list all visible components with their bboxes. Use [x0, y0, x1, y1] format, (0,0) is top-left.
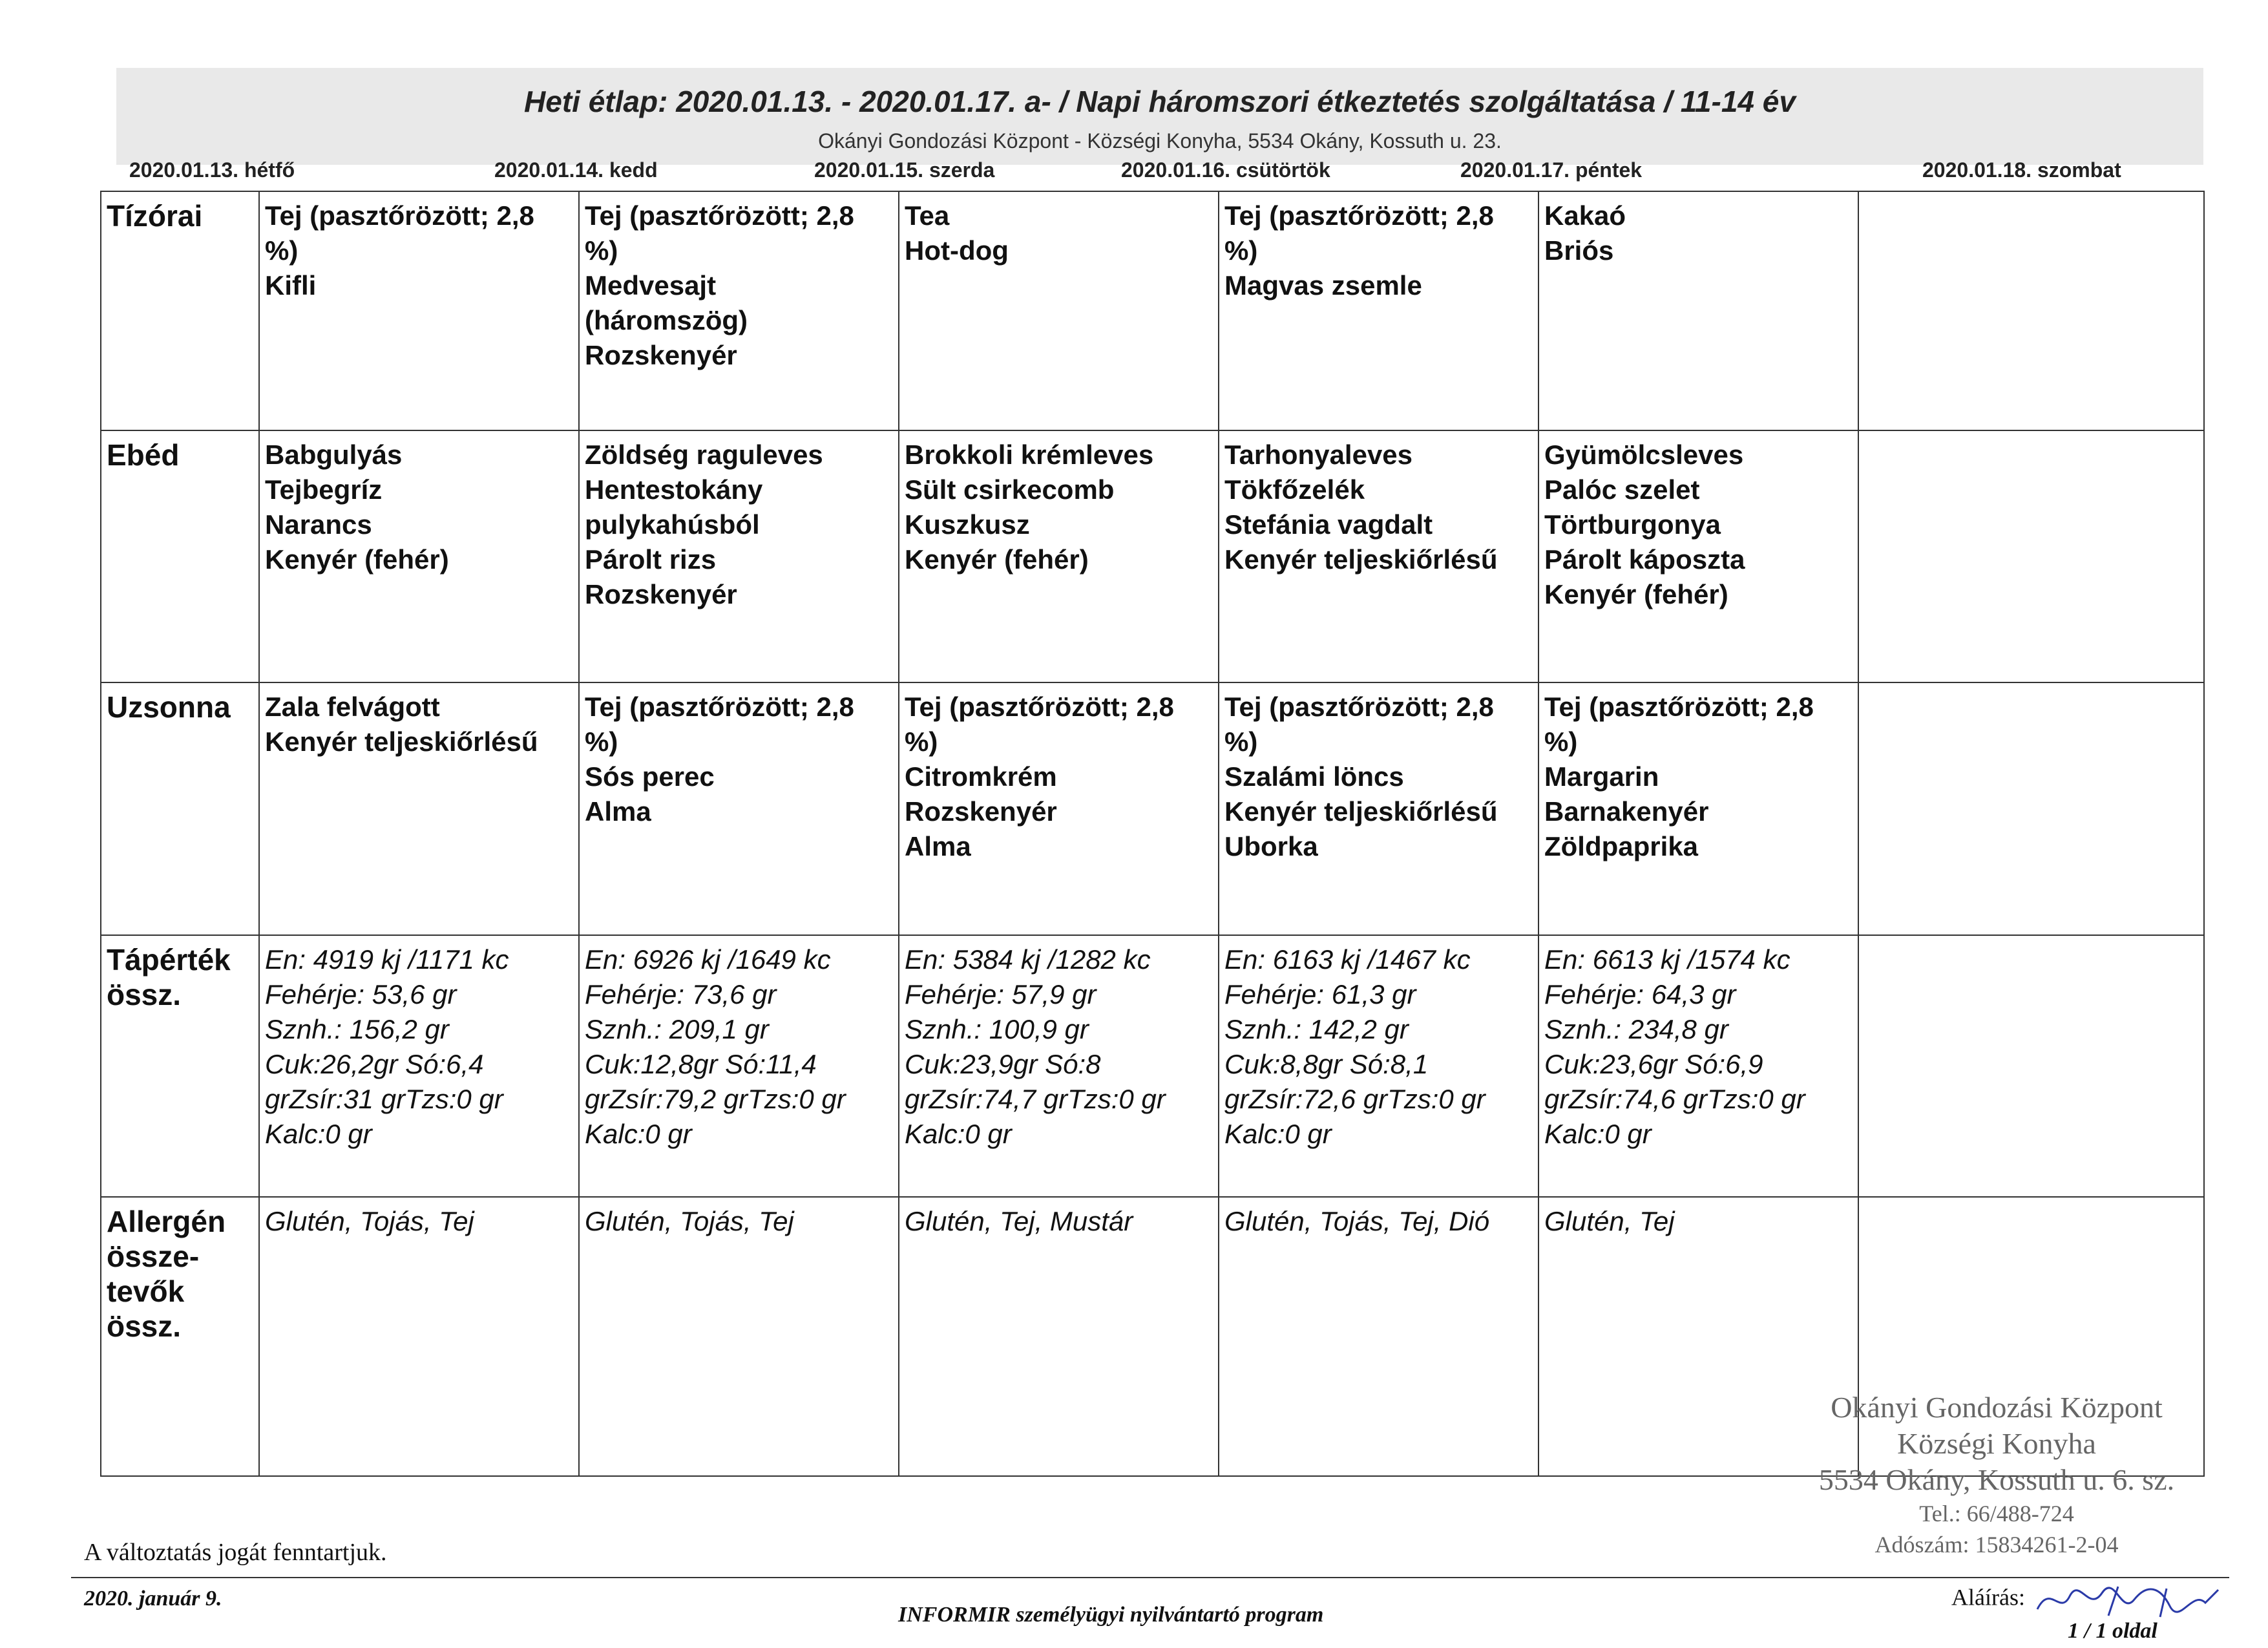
menu-item: Tejbegríz — [265, 474, 383, 505]
rights-note: A változtatás jogát fenntartjuk. — [84, 1539, 387, 1566]
menu-item: Cuk:23,6gr Só:6,9 — [1544, 1048, 1763, 1079]
menu-item: Sznh.: 142,2 gr — [1224, 1013, 1409, 1044]
day-header-tuesday: 2020.01.14. kedd — [494, 158, 658, 182]
menu-item: Rozskenyér — [585, 578, 737, 609]
row-label-line: össz. — [107, 977, 182, 1011]
menu-cell — [579, 1197, 899, 1476]
day-header-wednesday: 2020.01.15. szerda — [814, 158, 995, 182]
menu-item: Narancs — [265, 509, 372, 540]
row-ebed — [101, 430, 2204, 682]
menu-item: Kuszkusz — [905, 509, 1030, 540]
menu-cell — [1858, 430, 2204, 682]
stamp-line: Adószám: 15834261-2-04 — [1874, 1532, 2119, 1558]
menu-item: Fehérje: 57,9 gr — [905, 978, 1097, 1009]
stamp-line: 5534 Okány, Kossuth u. 6. sz. — [1818, 1463, 2175, 1496]
menu-item: Glutén, Tojás, Tej — [585, 1206, 794, 1237]
signature-label: Aláírás: — [1951, 1584, 2025, 1611]
menu-item: Sznh.: 100,9 gr — [905, 1013, 1089, 1044]
page-title: Heti étlap: 2020.01.13. - 2020.01.17. a- / Napi háromszori étkeztetés szolgáltatása / 11-14 év — [524, 85, 1796, 118]
menu-item: Kifli — [265, 270, 317, 301]
menu-item: Párolt káposzta — [1544, 544, 1745, 575]
menu-item: Sznh.: 234,8 gr — [1544, 1013, 1728, 1044]
menu-item: En: 6613 kj /1574 kc — [1544, 944, 1790, 975]
menu-item: Tej (pasztőrözött; 2,8 — [1224, 692, 1494, 723]
menu-item: Tej (pasztőrözött; 2,8 — [1224, 200, 1494, 231]
menu-item: %) — [1544, 726, 1578, 757]
menu-item: %) — [905, 726, 938, 757]
row-taperték — [101, 935, 2204, 1198]
menu-cell — [259, 191, 579, 430]
stamp-line: Okányi Gondozási Központ — [1831, 1391, 2163, 1424]
menu-cell — [899, 1197, 1219, 1476]
day-header-thursday: 2020.01.16. csütörtök — [1121, 158, 1330, 182]
menu-item: Párolt rizs — [585, 544, 717, 575]
menu-item: Alma — [905, 831, 971, 862]
row-label — [101, 935, 259, 1198]
row-label — [101, 430, 259, 682]
row-label-line: Uzsonna — [107, 690, 231, 724]
menu-item: Kenyér teljeskiőrlésű — [265, 726, 538, 757]
menu-item: Sznh.: 209,1 gr — [585, 1013, 769, 1044]
row-label-line: tevők — [107, 1274, 185, 1309]
menu-cell — [1858, 935, 2204, 1198]
menu-cell — [579, 191, 899, 430]
row-label — [101, 682, 259, 935]
row-label — [101, 191, 259, 430]
menu-item: Szalámi löncs — [1224, 761, 1404, 792]
menu-item: %) — [1224, 235, 1258, 266]
menu-item: Palóc szelet — [1544, 474, 1700, 505]
menu-cell — [1219, 682, 1538, 935]
menu-item: Tej (pasztőrözött; 2,8 — [585, 200, 854, 231]
menu-item: Fehérje: 64,3 gr — [1544, 978, 1736, 1009]
menu-item: Rozskenyér — [905, 796, 1057, 827]
menu-cell — [579, 935, 899, 1198]
menu-cell — [1219, 430, 1538, 682]
menu-item: Kalc:0 gr — [905, 1118, 1012, 1149]
menu-item: Kalc:0 gr — [1224, 1118, 1332, 1149]
menu-cell — [259, 682, 579, 935]
menu-item: (háromszög) — [585, 305, 748, 335]
menu-item: Kenyér (fehér) — [265, 544, 449, 575]
row-label-line: Tízórai — [107, 199, 203, 233]
day-header-friday: 2020.01.17. péntek — [1460, 158, 1643, 182]
day-header-row — [116, 158, 2203, 191]
handwritten-signature-icon — [2031, 1577, 2225, 1622]
menu-cell — [1858, 191, 2204, 430]
menu-item: %) — [1224, 726, 1258, 757]
menu-item: Tarhonyaleves — [1224, 439, 1413, 470]
menu-item: Kenyér (fehér) — [1544, 578, 1728, 609]
menu-cell — [579, 430, 899, 682]
row-label-line: Allergén — [107, 1205, 226, 1239]
menu-item: Fehérje: 73,6 gr — [585, 978, 777, 1009]
menu-cell — [1219, 191, 1538, 430]
menu-item: %) — [585, 726, 618, 757]
menu-item: Glutén, Tej — [1544, 1206, 1675, 1237]
menu-item: Rozskenyér — [585, 340, 737, 370]
menu-item: Cuk:23,9gr Só:8 — [905, 1048, 1101, 1079]
menu-item: Medvesajt — [585, 270, 717, 301]
menu-item: Uborka — [1224, 831, 1318, 862]
signature-area — [1951, 1577, 2225, 1622]
row-label-line: Tápérték — [107, 942, 231, 977]
menu-item: Gyümölcsleves — [1544, 439, 1744, 470]
footer-program: INFORMIR személyügyi nyilvántartó program — [898, 1603, 1324, 1627]
menu-item: Tej (pasztőrözött; 2,8 — [585, 692, 854, 723]
menu-item: pulykahúsból — [585, 509, 760, 540]
menu-item: Sült csirkecomb — [905, 474, 1115, 505]
menu-cell — [899, 935, 1219, 1198]
menu-item: Zöldpaprika — [1544, 831, 1699, 862]
menu-item: Törtburgonya — [1544, 509, 1721, 540]
row-tizorai — [101, 191, 2204, 430]
menu-item: grZsír:31 grTzs:0 gr — [265, 1083, 503, 1114]
menu-item: Magvas zsemle — [1224, 270, 1422, 301]
menu-item: En: 6163 kj /1467 kc — [1224, 944, 1471, 975]
menu-item: Margarin — [1544, 761, 1659, 792]
row-label-line: Ebéd — [107, 438, 180, 472]
menu-item: Kakaó — [1544, 200, 1626, 231]
row-label-line: össz. — [107, 1309, 182, 1344]
menu-item: Cuk:8,8gr Só:8,1 — [1224, 1048, 1429, 1079]
menu-item: Fehérje: 53,6 gr — [265, 978, 457, 1009]
menu-cell — [1538, 682, 1858, 935]
menu-item: grZsír:74,7 grTzs:0 gr — [905, 1083, 1166, 1114]
page-number: 1 / 1 oldal — [2068, 1619, 2158, 1643]
menu-item: grZsír:74,6 grTzs:0 gr — [1544, 1083, 1805, 1114]
footer-divider — [71, 1577, 2229, 1578]
menu-item: Stefánia vagdalt — [1224, 509, 1433, 540]
menu-cell — [1538, 430, 1858, 682]
menu-item: Cuk:26,2gr Só:6,4 — [265, 1048, 484, 1079]
menu-cell — [259, 1197, 579, 1476]
menu-item: Tej (pasztőrözött; 2,8 — [1544, 692, 1814, 723]
menu-item: Kenyér (fehér) — [905, 544, 1089, 575]
row-uzsonna — [101, 682, 2204, 935]
row-label-line: össze- — [107, 1240, 200, 1274]
menu-cell — [259, 430, 579, 682]
menu-cell — [1219, 935, 1538, 1198]
menu-item: Tej (pasztőrözött; 2,8 — [905, 692, 1174, 723]
menu-item: Barnakenyér — [1544, 796, 1709, 827]
menu-item: En: 6926 kj /1649 kc — [585, 944, 831, 975]
footer-date: 2020. január 9. — [84, 1587, 222, 1611]
menu-item: %) — [585, 235, 618, 266]
day-header-monday: 2020.01.13. hétfő — [129, 158, 295, 182]
menu-item: Glutén, Tojás, Tej — [265, 1206, 474, 1237]
menu-item: Sós perec — [585, 761, 715, 792]
menu-item: Zala felvágott — [265, 692, 440, 723]
menu-item: Glutén, Tej, Mustár — [905, 1206, 1133, 1237]
menu-cell — [899, 430, 1219, 682]
menu-item: Hot-dog — [905, 235, 1009, 266]
menu-item: Glutén, Tojás, Tej, Dió — [1224, 1206, 1490, 1237]
menu-item: grZsír:72,6 grTzs:0 gr — [1224, 1083, 1486, 1114]
menu-item: Brokkoli krémleves — [905, 439, 1154, 470]
menu-item: Tej (pasztőrözött; 2,8 — [265, 200, 534, 231]
menu-item: Kalc:0 gr — [585, 1118, 692, 1149]
menu-item: grZsír:79,2 grTzs:0 gr — [585, 1083, 846, 1114]
menu-cell — [1538, 935, 1858, 1198]
menu-item: Tea — [905, 200, 950, 231]
menu-item: Tökfőzelék — [1224, 474, 1365, 505]
menu-item: Cuk:12,8gr Só:11,4 — [585, 1048, 817, 1079]
page-subtitle: Okányi Gondozási Központ - Községi Konyha, 5534 Okány, Kossuth u. 23. — [818, 129, 1502, 153]
day-header-saturday: 2020.01.18. szombat — [1922, 158, 2121, 182]
menu-table — [100, 191, 2205, 1477]
menu-item: Alma — [585, 796, 651, 827]
menu-item: En: 4919 kj /1171 kc — [265, 944, 509, 975]
stamp-line: Tel.: 66/488-724 — [1919, 1501, 2074, 1527]
menu-item: Hentestokány — [585, 474, 763, 505]
menu-item: Fehérje: 61,3 gr — [1224, 978, 1416, 1009]
row-label — [101, 1197, 259, 1476]
stamp-line: Községi Konyha — [1897, 1427, 2096, 1460]
menu-item: En: 5384 kj /1282 kc — [905, 944, 1151, 975]
menu-cell — [1219, 1197, 1538, 1476]
menu-cell — [259, 935, 579, 1198]
menu-item: Babgulyás — [265, 439, 403, 470]
institution-stamp — [1745, 1389, 2249, 1560]
menu-item: %) — [265, 235, 299, 266]
menu-item: Sznh.: 156,2 gr — [265, 1013, 449, 1044]
menu-cell — [1538, 191, 1858, 430]
menu-item: Kenyér teljeskiőrlésű — [1224, 544, 1498, 575]
menu-cell — [899, 682, 1219, 935]
menu-cell — [899, 191, 1219, 430]
menu-item: Briós — [1544, 235, 1614, 266]
menu-item: Kalc:0 gr — [265, 1118, 372, 1149]
menu-item: Zöldség raguleves — [585, 439, 823, 470]
menu-item: Kenyér teljeskiőrlésű — [1224, 796, 1498, 827]
menu-cell — [1858, 682, 2204, 935]
menu-item: Citromkrém — [905, 761, 1057, 792]
menu-cell — [579, 682, 899, 935]
menu-item: Kalc:0 gr — [1544, 1118, 1652, 1149]
